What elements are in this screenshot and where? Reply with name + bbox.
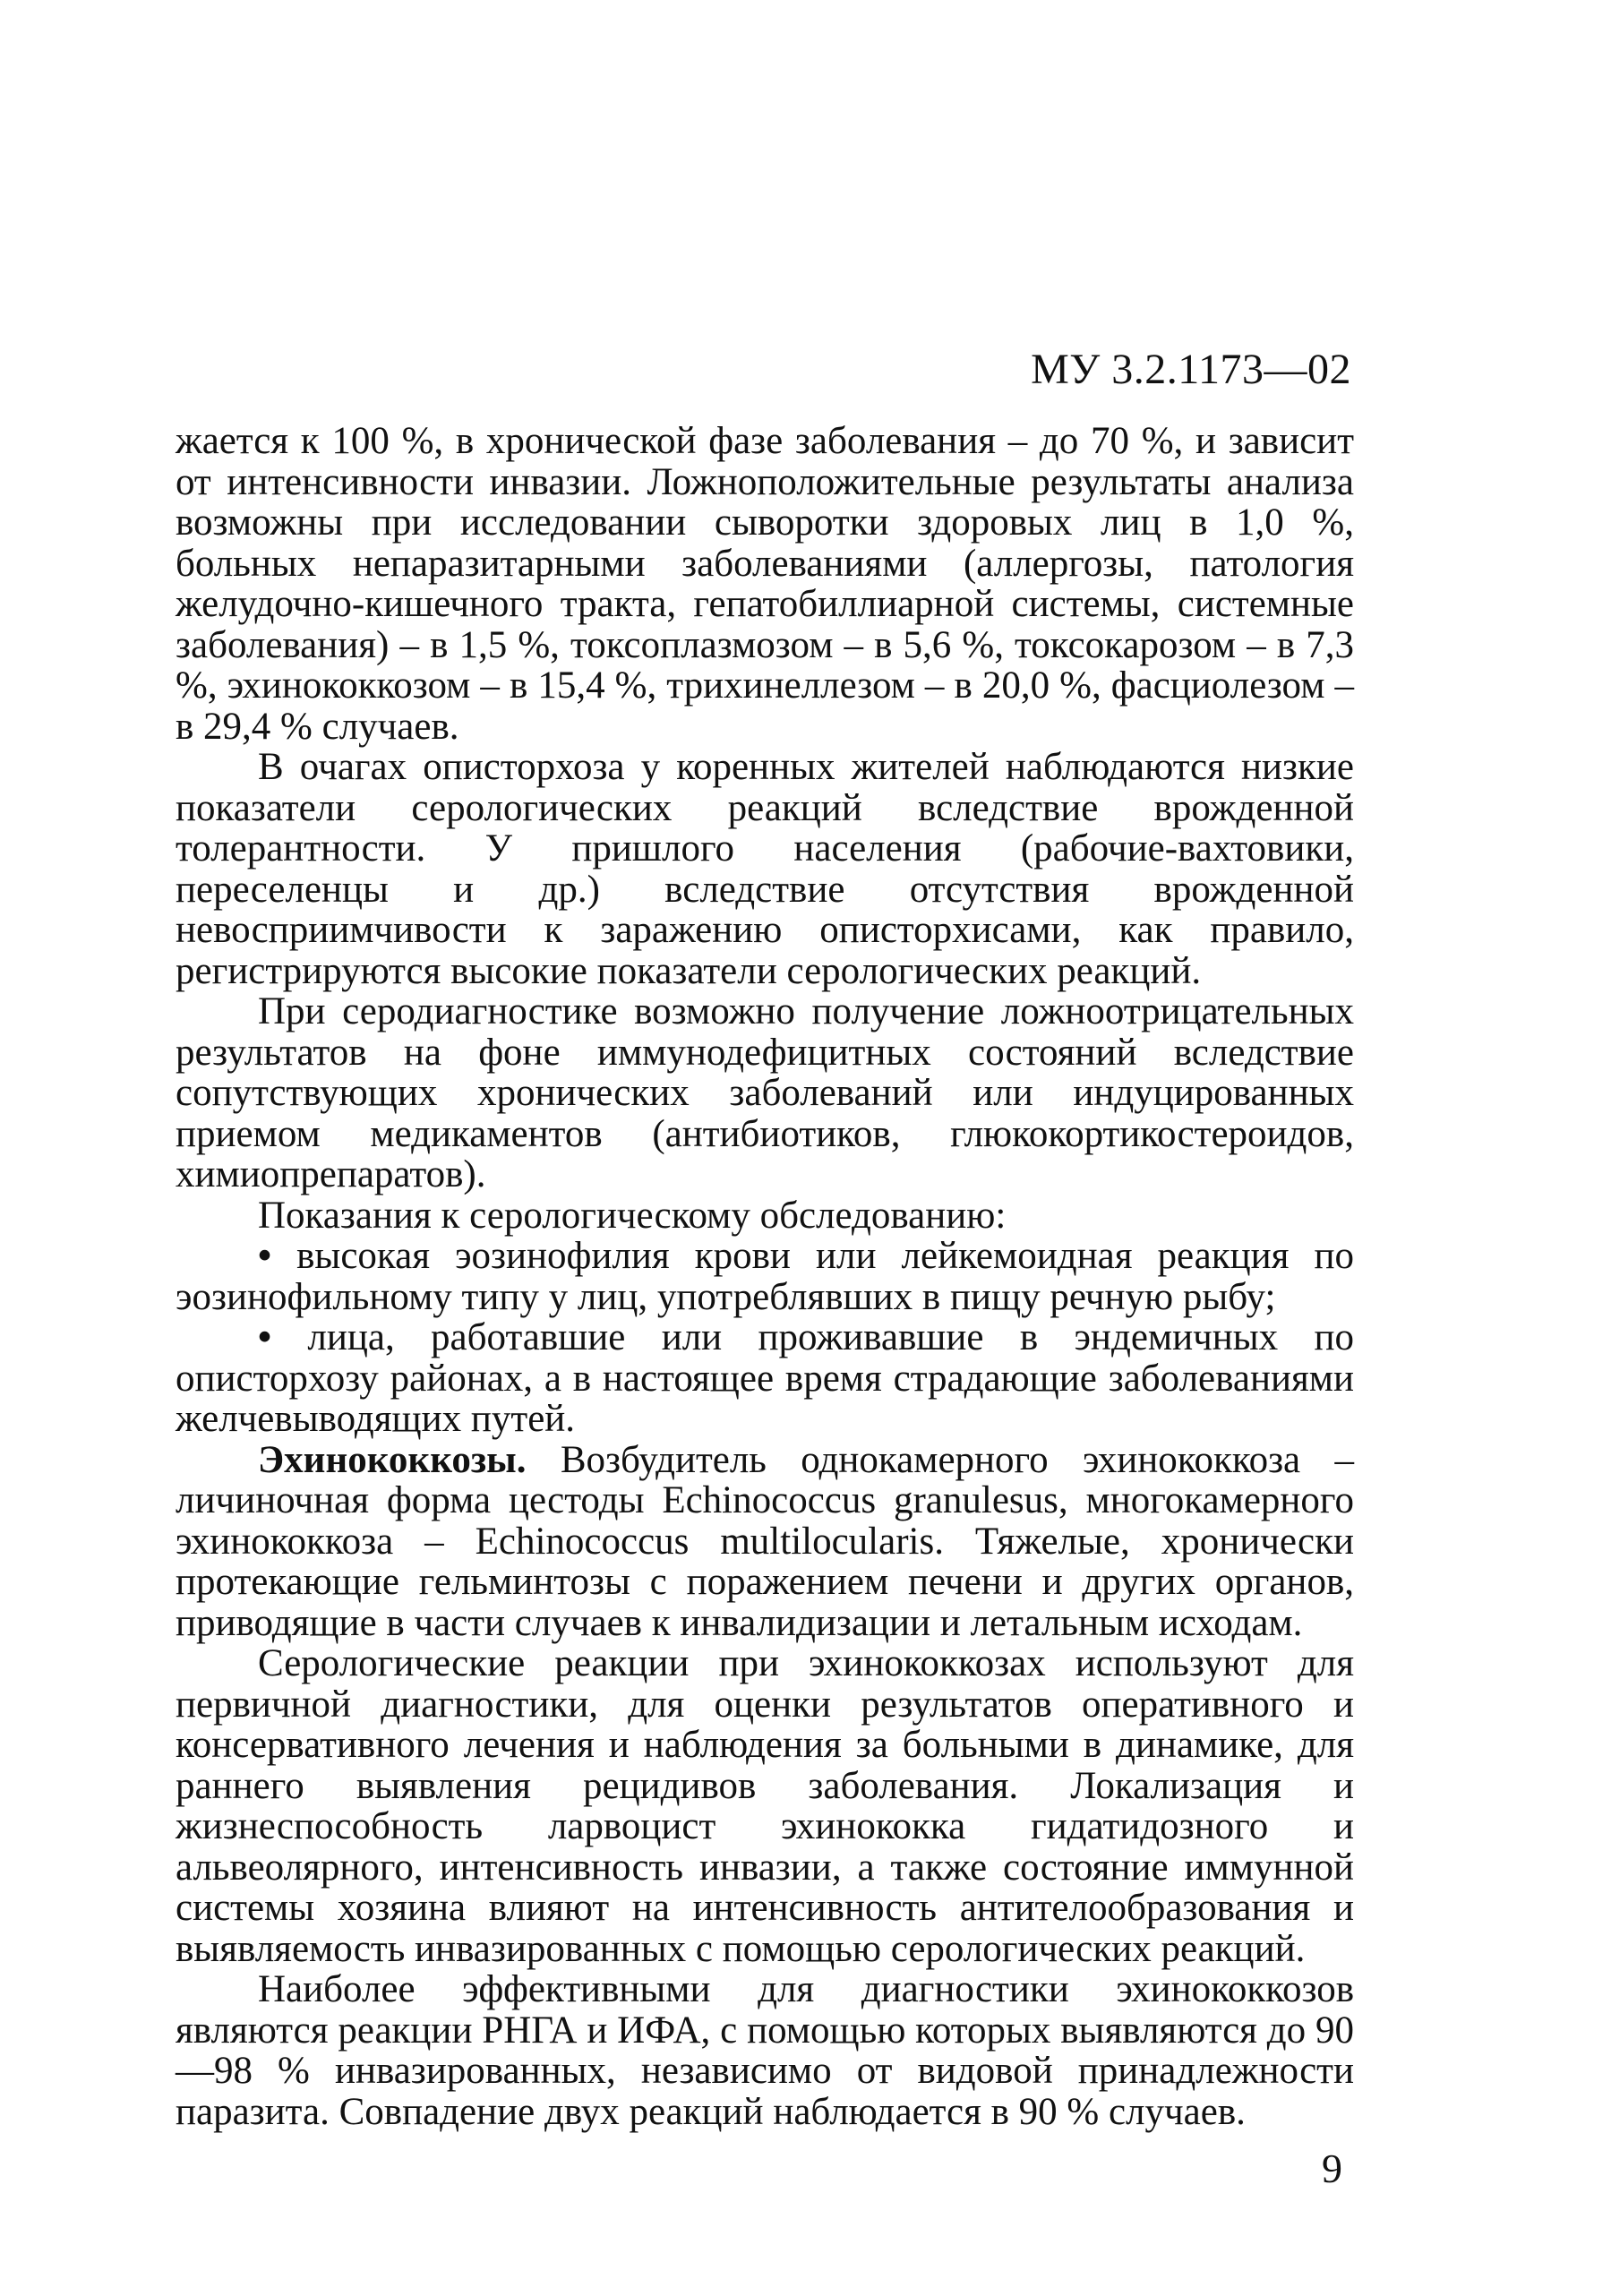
page-number: 9 (1322, 2146, 1342, 2191)
paragraph-tolerance: В очагах описторхоза у коренных жителей наблюдаются низкие показатели серологических реакций вследствие врожденной толерантности. У пришлого населения (рабочие-вахтовики, переселенцы и др.) вследствие отсутствия врожденной невосприимчивости к заражению описторхисами, как правило, регистрируются высокие показатели серологических реакций. (176, 746, 1354, 992)
bullet-text: высокая эозинофилия крови или лейкемоидная реакция по эозинофильному типу у лиц, употреблявших в пищу речную рыбу; (176, 1235, 1354, 1318)
paragraph-effective-reactions: Наиболее эффективными для диагностики эхинококкозов являются реакции РНГА и ИФА, с помощью которых выявляются до 90—98 % инвазированных, независимо от видовой принадлежности паразита. Совпадение двух реакций наблюдается в 90 % случаев. (176, 1968, 1354, 2133)
paragraph-indications: Показания к серологическому обследованию: (258, 1194, 1007, 1237)
bullet-text: лица, работавшие или проживавшие в эндемичных по описторхозу районах, а в настоящее время страдающие заболеваниями желчевыводящих путей. (176, 1316, 1355, 1440)
bullet-item (176, 1236, 1354, 1317)
document-code: МУ 3.2.1173—02 (1031, 346, 1351, 393)
paragraph-echinococcosis-intro: Возбудитель однокамерного эхинококкоза – личиночная форма цестоды Echinococcus granulesus, многокамерного эхинококкоза – Echinococcus multilocularis. Тяжелые, хронически протекающие гельминтозы с поражением печени и других органов, приводящие в части случаев к инвалидизации и летальным исходам. (176, 1438, 1355, 1644)
page-body (176, 421, 1354, 2132)
paragraph-serology-use: Серологические реакции при эхинококкозах используют для первичной диагностики, для оценки результатов оперативного и консервативного лечения и наблюдения за больными в динамике, для раннего выявления рецидивов заболевания. Локализация и жизнеспособность ларвоцист эхинококка гидатидозного и альвеолярного, интенсивность инвазии, а также состояние иммунной системы хозяина влияют на интенсивность антителообразования и выявляемость инвазированных с помощью серологических реакций. (176, 1642, 1354, 1970)
paragraph-false-negative: При серодиагностике возможно получение ложноотрицательных результатов на фоне иммунодефицитных состояний вследствие сопутствующих хронических заболеваний или индуцированных приемом медикаментов (антибиотиков, глюкокортикостероидов, химиопрепаратов). (176, 990, 1354, 1195)
paragraph-continuation: жается к 100 %, в хронической фазе заболевания – до 70 %, и зависит от интенсивности инвазии. Ложноположительные результаты анализа возможны при исследовании сыворотки здоровых лиц в 1,0 %, больных непаразитарными заболеваниями (аллергозы, патология желудочно-кишечного тракта, гепатобиллиарной системы, системные заболевания) – в 1,5 %, токсоплазмозом – в 5,6 %, токсокарозом – в 7,3 %, эхинококкозом – в 15,4 %, трихинеллезом – в 20,0 %, фасциолезом – в 29,4 % случаев. (176, 420, 1354, 748)
bullet-icon: • (258, 1316, 272, 1358)
bullet-icon: • (258, 1235, 272, 1277)
paragraph-echinococcosis (176, 1440, 1354, 1644)
section-heading: Эхинококкозы. (258, 1438, 527, 1481)
bullet-item (176, 1317, 1354, 1440)
